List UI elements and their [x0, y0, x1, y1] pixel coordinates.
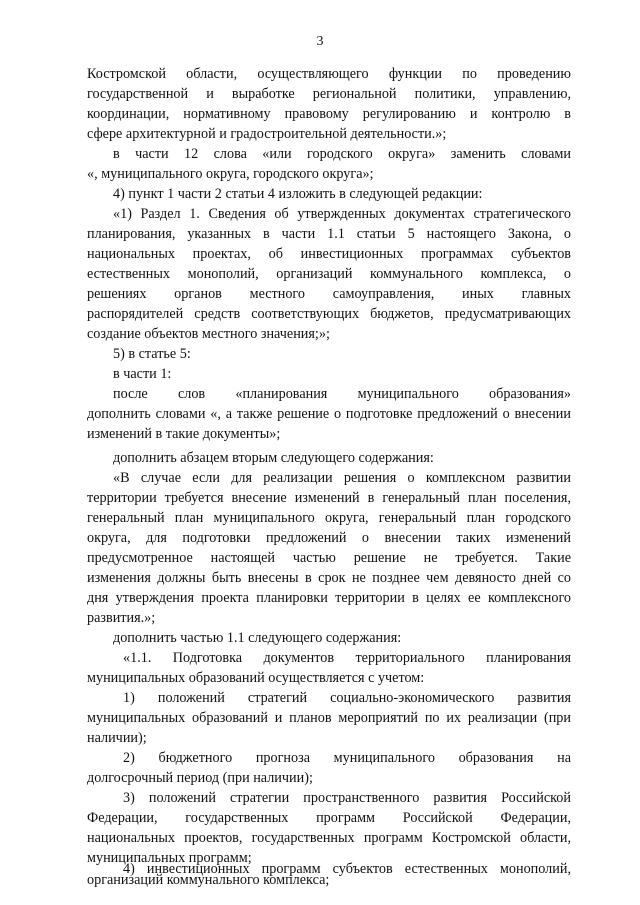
text-line: 2) бюджетного прогноза муниципального образования на [123, 750, 571, 766]
text-line: «1.1. Подготовка документов территориального планирования [123, 650, 571, 666]
text-line: наличии); [87, 730, 147, 746]
text-line: изменения должны быть внесены в срок не позднее чем девяносто дней со [87, 570, 571, 586]
text-line: долгосрочный период (при наличии); [87, 770, 313, 786]
text-line: в части 12 слова «или городского округа» заменить словами [113, 146, 571, 162]
text-line: развития.»; [87, 610, 156, 626]
text-line: создание объектов местного значения;»; [87, 326, 330, 342]
text-line: «В случае если для реализации решения о комплексном развитии [113, 470, 571, 486]
text-line: муниципальных программ; [87, 850, 252, 866]
text-line: округа, для подготовки предложений о внесении таких изменений [87, 530, 571, 546]
text-line: после слов «планирования муниципального образования» [113, 386, 571, 402]
text-line: территории требуется внесение изменений в генеральный план поселения, [87, 490, 571, 506]
text-line: государственной и выработке региональной политики, управлению, [87, 86, 571, 102]
text-line: национальных проектов, государственных программ Костромской области, [87, 830, 571, 846]
text-line: 4) инвестиционных программ субъектов естественных монополий, [123, 861, 571, 877]
text-line: распорядителей средств соответствующих бюджетов, предусматривающих [87, 306, 571, 322]
text-line: генеральный план муниципального округа, генеральный план городского [87, 510, 571, 526]
text-line: планирования, указанных в части 1.1 статьи 5 настоящего Закона, о [87, 226, 571, 242]
text-line: сфере архитектурной и градостроительной деятельности.»; [87, 126, 447, 142]
text-line: дополнить словами «, а также решение о подготовке предложений о внесении [87, 406, 571, 422]
text-line: 4) пункт 1 части 2 статьи 4 изложить в следующей редакции: [113, 186, 483, 202]
text-line: в части 1: [113, 366, 172, 382]
text-line: 5) в статье 5: [113, 346, 191, 362]
text-line: предусмотренное настоящей частью решение не требуется. Такие [87, 550, 571, 566]
text-line: муниципальных образований и планов мероприятий по их реализации (при [87, 710, 571, 726]
text-line: муниципальных образований осуществляется с учетом: [87, 670, 425, 686]
text-line: дополнить абзацем вторым следующего содержания: [113, 450, 434, 466]
text-line: организаций коммунального комплекса; [87, 872, 330, 888]
text-line: национальных проектах, об инвестиционных программах субъектов [87, 246, 571, 262]
page-number: 3 [316, 34, 324, 49]
text-line: изменений в такие документы»; [87, 426, 281, 442]
text-line: «1) Раздел 1. Сведения об утвержденных документах стратегического [113, 206, 571, 222]
text-line: Костромской области, осуществляющего функции по проведению [87, 66, 571, 82]
text-line: Федерации, государственных программ Российской Федерации, [87, 810, 571, 826]
text-line: дня утверждения проекта планировки территории в целях ее комплексного [87, 590, 571, 606]
text-line: координации, нормативному правовому регулированию и контролю в [87, 106, 571, 122]
text-line: естественных монополий, организаций коммунального комплекса, о [87, 266, 571, 282]
text-line: дополнить частью 1.1 следующего содержания: [113, 630, 402, 646]
text-line: 3) положений стратегии пространственного развития Российской [123, 790, 571, 806]
text-line: решениях органов местного самоуправления, иных главных [87, 286, 571, 302]
text-line: «, муниципального округа, городского округа»; [87, 166, 374, 182]
text-line: 1) положений стратегий социально-экономического развития [123, 690, 571, 706]
